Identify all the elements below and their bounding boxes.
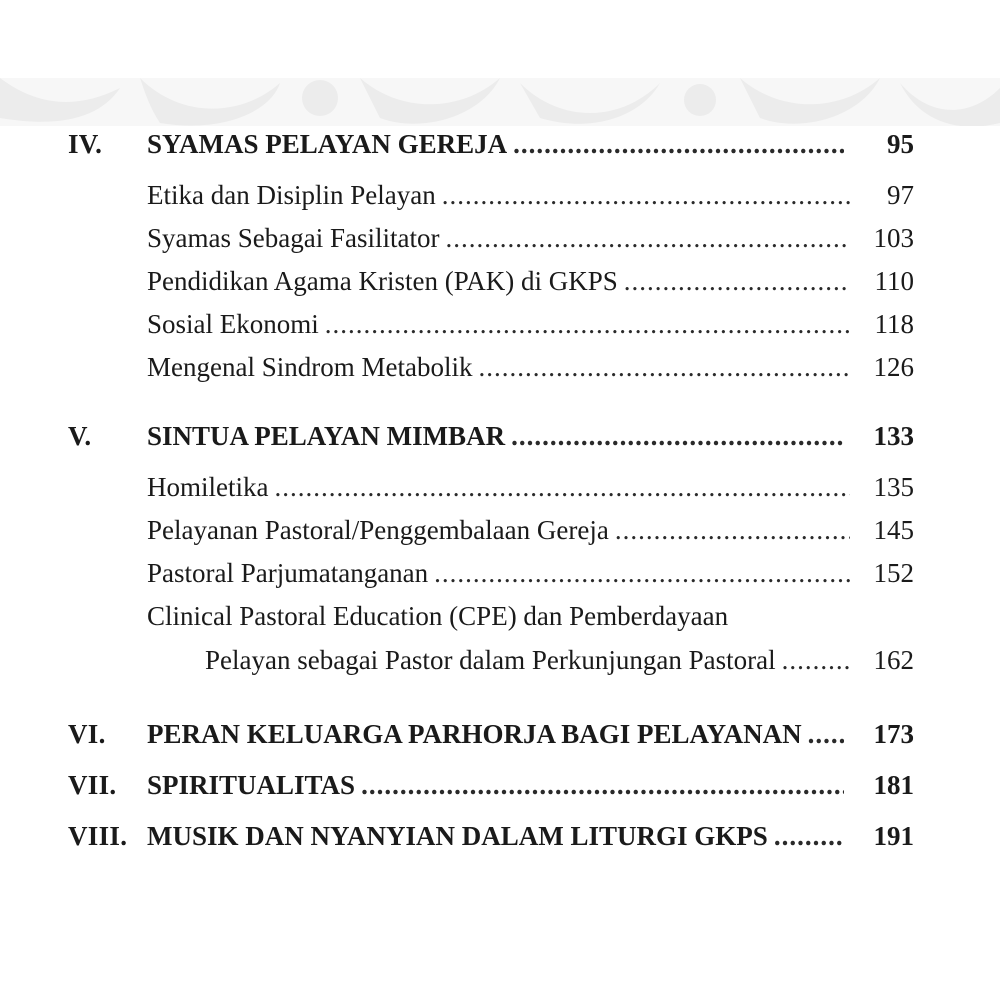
dot-leader bbox=[511, 421, 844, 452]
entry-title-wrap bbox=[205, 645, 850, 676]
toc-entry[interactable] bbox=[0, 175, 1000, 215]
dot-leader bbox=[615, 515, 850, 546]
entry-title: Mengenal Sindrom Metabolik bbox=[147, 351, 473, 382]
page-number: 191 bbox=[873, 820, 914, 851]
page-number: 135 bbox=[873, 471, 914, 502]
toc-entry[interactable] bbox=[0, 510, 1000, 550]
toc-entry[interactable] bbox=[0, 218, 1000, 258]
entry-title-wrap bbox=[147, 472, 850, 503]
chapter-title-wrap bbox=[147, 421, 844, 452]
dot-leader bbox=[624, 266, 850, 297]
page-number: 103 bbox=[873, 222, 914, 253]
entry-title: Pelayan sebagai Pastor dalam Perkunjungan Pastoral bbox=[205, 644, 776, 675]
entry-title-wrap bbox=[147, 352, 850, 383]
entry-title: Sosial Ekonomi bbox=[147, 308, 319, 339]
chapter-title: SPIRITUALITAS bbox=[147, 769, 356, 800]
chapter-title-wrap bbox=[147, 770, 844, 801]
dot-leader bbox=[325, 309, 850, 340]
entry-title-wrap bbox=[147, 266, 850, 297]
chapter-number: IV. bbox=[68, 128, 103, 159]
dot-leader bbox=[434, 558, 850, 589]
page-number: 126 bbox=[873, 351, 914, 382]
toc-entry[interactable] bbox=[0, 467, 1000, 507]
chapter-title-wrap bbox=[147, 719, 844, 750]
page-number: 162 bbox=[873, 644, 914, 675]
dot-leader bbox=[774, 821, 844, 852]
toc-chapter-vi[interactable] bbox=[0, 714, 1000, 754]
page-number: 181 bbox=[873, 769, 914, 800]
chapter-title: SINTUA PELAYAN MIMBAR bbox=[147, 420, 506, 451]
page-number: 173 bbox=[873, 718, 914, 749]
entry-title-wrap bbox=[147, 309, 850, 340]
toc-entry[interactable] bbox=[0, 596, 1000, 636]
entry-title-wrap bbox=[147, 515, 850, 546]
dot-leader bbox=[782, 645, 850, 676]
dot-leader bbox=[361, 770, 844, 801]
dot-leader bbox=[445, 223, 850, 254]
toc-chapter-viii[interactable] bbox=[0, 816, 1000, 856]
entry-title-wrap bbox=[147, 180, 850, 211]
chapter-number: VI. bbox=[68, 718, 106, 749]
page-number: 145 bbox=[873, 514, 914, 545]
page-number: 110 bbox=[874, 265, 914, 296]
page-number: 118 bbox=[874, 308, 914, 339]
toc-entry[interactable] bbox=[0, 304, 1000, 344]
dot-leader bbox=[808, 719, 844, 750]
chapter-title: SYAMAS PELAYAN GEREJA bbox=[147, 128, 508, 159]
toc-entry[interactable] bbox=[0, 261, 1000, 301]
dot-leader bbox=[478, 352, 850, 383]
entry-title: Etika dan Disiplin Pelayan bbox=[147, 179, 436, 210]
toc-entry[interactable] bbox=[0, 553, 1000, 593]
entry-title: Syamas Sebagai Fasilitator bbox=[147, 222, 440, 253]
toc-chapter-vii[interactable] bbox=[0, 765, 1000, 805]
dot-leader bbox=[513, 129, 844, 160]
entry-title: Pelayanan Pastoral/Penggembalaan Gereja bbox=[147, 514, 609, 545]
chapter-title: PERAN KELUARGA PARHORJA BAGI PELAYANAN bbox=[147, 718, 802, 749]
toc-chapter-v[interactable] bbox=[0, 416, 1000, 456]
chapter-number: V. bbox=[68, 420, 92, 451]
entry-title-wrap bbox=[147, 223, 850, 254]
entry-title: Homiletika bbox=[147, 471, 269, 502]
chapter-title-wrap bbox=[147, 129, 844, 160]
page-number: 95 bbox=[887, 128, 914, 159]
page-number: 133 bbox=[873, 420, 914, 451]
entry-title-wrap bbox=[147, 558, 850, 589]
toc-chapter-iv[interactable] bbox=[0, 124, 1000, 164]
toc-entry-continued[interactable] bbox=[0, 640, 1000, 680]
chapter-title: MUSIK DAN NYANYIAN DALAM LITURGI GKPS bbox=[147, 820, 768, 851]
page-number: 152 bbox=[873, 557, 914, 588]
chapter-number: VII. bbox=[68, 769, 117, 800]
dot-leader bbox=[442, 180, 850, 211]
entry-title: Pastoral Parjumatanganan bbox=[147, 557, 429, 588]
page-number: 97 bbox=[887, 179, 914, 210]
entry-title-wrap bbox=[147, 601, 907, 632]
entry-title: Clinical Pastoral Education (CPE) dan Pemberdayaan bbox=[147, 600, 729, 631]
toc-entry[interactable] bbox=[0, 347, 1000, 387]
entry-title: Pendidikan Agama Kristen (PAK) di GKPS bbox=[147, 265, 618, 296]
chapter-number: VIII. bbox=[68, 820, 128, 851]
chapter-title-wrap bbox=[147, 821, 844, 852]
dot-leader bbox=[274, 472, 850, 503]
